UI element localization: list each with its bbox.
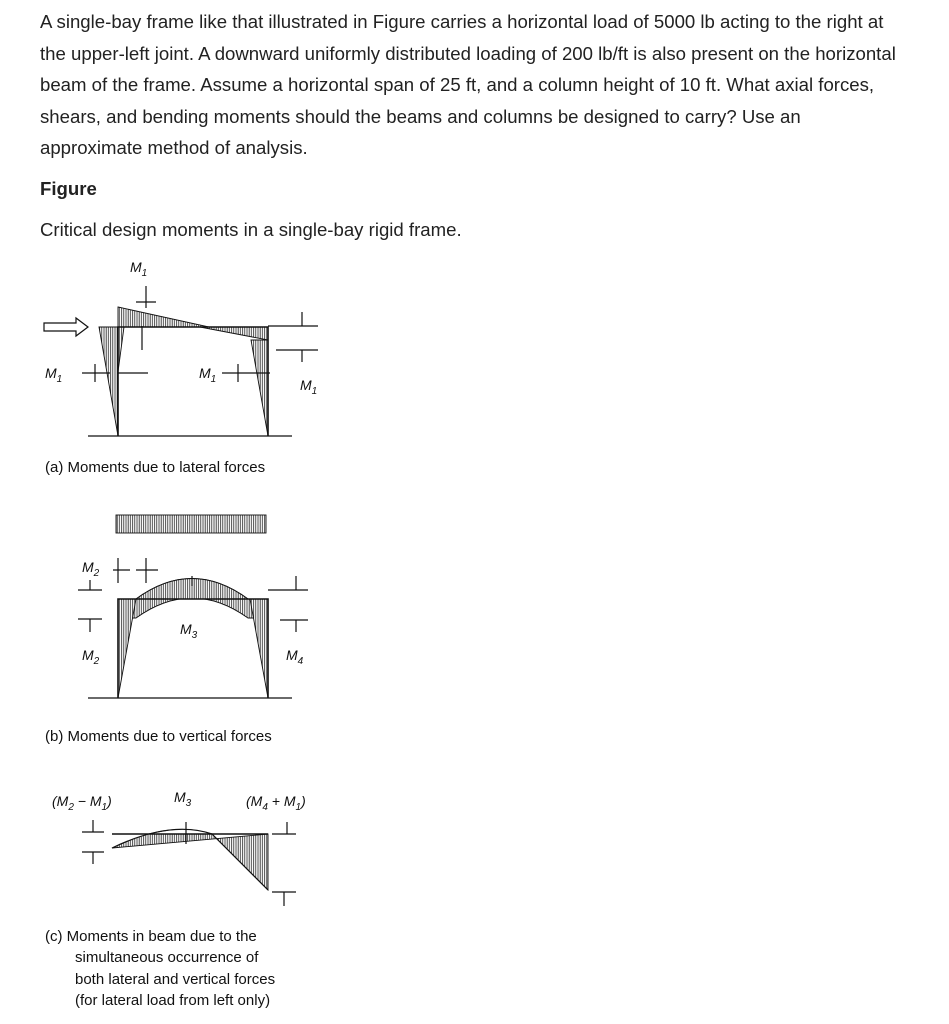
caption-c-line2: simultaneous occurrence of — [75, 949, 259, 966]
distributed-load — [116, 515, 266, 533]
left-column-moment-a-upper — [118, 327, 124, 372]
right-column-moment-a — [251, 340, 268, 436]
label-m1-right: $M_1$ — [300, 377, 318, 397]
label-m4: $M_4$ — [286, 647, 304, 667]
caption-a: (a) Moments due to lateral forces — [45, 459, 266, 476]
caption-c-line3: both lateral and vertical forces — [75, 971, 276, 988]
left-column-moment-a — [99, 327, 118, 436]
left-column-moment-b — [118, 599, 136, 698]
beam-moment-a-right — [200, 327, 268, 340]
lateral-load-arrow — [44, 318, 88, 336]
caption-c-line1: (c) Moments in beam due to the — [45, 928, 257, 945]
label-m2-bottom: $M_2$ — [82, 647, 100, 667]
diagram-c-combined — [45, 789, 306, 1009]
diagram-b-vertical — [45, 515, 308, 745]
label-m2-minus-m1: $(M_2 - M_1)$ — [52, 793, 112, 813]
label-m4-plus-m1: $(M_4 + M_1)$ — [246, 793, 306, 813]
frame-moment-figure — [0, 240, 420, 1024]
caption-b: (b) Moments due to vertical forces — [45, 728, 272, 745]
caption-c-line4: (for lateral load from left only) — [75, 992, 271, 1009]
label-m3: $M_3$ — [180, 621, 198, 641]
label-m2-top: $M_2$ — [82, 559, 100, 579]
label-m3-c: $M_3$ — [174, 789, 192, 809]
label-m1-top: $M_1$ — [130, 259, 148, 279]
figure-heading: Figure — [40, 178, 97, 199]
frame-a — [118, 327, 268, 436]
right-column-moment-b — [250, 599, 268, 698]
label-m1-mid: $M_1$ — [199, 365, 217, 385]
diagram-a-lateral — [44, 259, 318, 476]
label-m1-left: $M_1$ — [45, 365, 63, 385]
figure-caption: Critical design moments in a single-bay rigid frame. — [40, 219, 462, 240]
problem-statement: A single-bay frame like that illustrated in Figure carries a horizontal load of 5000 lb acting to the right at the upper-left joint. A downward uniformly distributed loading of 200 lb/ft is also present on the horizontal beam of the frame. Assume a horizontal span of 25 ft, and a column height of 10 ft. What axial forces, shears, and bending moments should the beams and columns be designed to carry? Use an approximate method of analysis. — [40, 11, 896, 158]
